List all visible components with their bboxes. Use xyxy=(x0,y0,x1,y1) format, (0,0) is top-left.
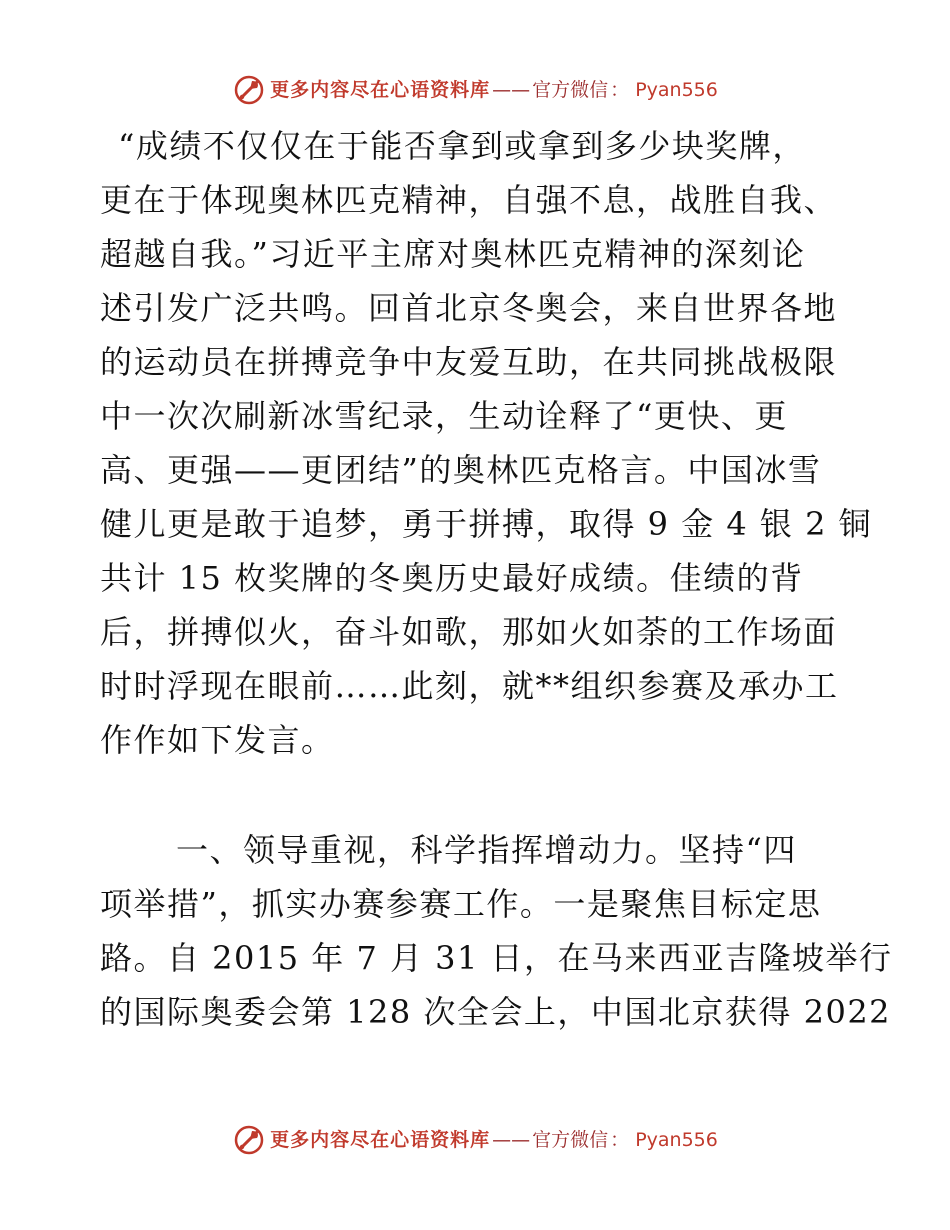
text-line: 更在于体现奥林匹克精神，自强不息，战胜自我、 xyxy=(100,181,838,219)
header-watermark-banner xyxy=(0,72,950,108)
watermark-dash: —— xyxy=(492,79,531,101)
watermark-account: Pyan556 xyxy=(635,1129,718,1151)
text-line: 超越自我。”习近平主席对奥林匹克精神的深刻论 xyxy=(100,235,806,273)
text-line: 述引发广泛共鸣。回首北京冬奥会，来自世界各地 xyxy=(100,289,838,327)
text-line: 作作如下发言。 xyxy=(100,721,335,759)
watermark-wechat-label: 官方微信 xyxy=(532,79,609,101)
text-line: 后，拼搏似火，奋斗如歌，那如火如荼的工作场面 xyxy=(100,613,838,651)
text-line: 高、更强——更团结”的奥林匹克格言。中国冰雪 xyxy=(100,451,822,489)
watermark-dash: —— xyxy=(492,1129,531,1151)
watermark-brand-text: 更多内容尽在心语资料库 xyxy=(270,79,491,101)
watermark-separator: ： xyxy=(610,79,630,101)
text-line: 的运动员在拼搏竞争中友爱互助，在共同挑战极限 xyxy=(100,343,838,381)
watermark-brand-text: 更多内容尽在心语资料库 xyxy=(270,1129,491,1151)
text-line: 健儿更是敢于追梦，勇于拼搏，取得 9 金 4 银 2 铜 xyxy=(100,505,873,543)
text-line: “成绩不仅仅在于能否拿到或拿到多少块奖牌， xyxy=(118,127,806,165)
watermark-account: Pyan556 xyxy=(635,79,718,101)
watermark-wechat-label: 官方微信 xyxy=(532,1129,609,1151)
quill-pen-logo-icon xyxy=(232,73,266,107)
quill-pen-logo-icon xyxy=(232,1123,266,1157)
text-line: 时时浮现在眼前……此刻，就**组织参赛及承办工 xyxy=(100,667,839,705)
watermark-separator: ： xyxy=(610,1129,630,1151)
text-line: 的国际奥委会第 128 次全会上，中国北京获得 2022 xyxy=(100,993,892,1031)
text-line: 项举措”，抓实办赛参赛工作。一是聚焦目标定思 xyxy=(100,885,822,923)
text-line: 一、领导重视，科学指挥增动力。坚持“四 xyxy=(176,831,797,869)
text-line: 中一次次刷新冰雪纪录，生动诠释了“更快、更 xyxy=(100,397,788,435)
footer-watermark-banner xyxy=(0,1122,950,1158)
text-line: 共计 15 枚奖牌的冬奥历史最好成绩。佳绩的背 xyxy=(100,559,804,597)
text-line: 路。自 2015 年 7 月 31 日，在马来西亚吉隆坡举行 xyxy=(100,939,893,977)
